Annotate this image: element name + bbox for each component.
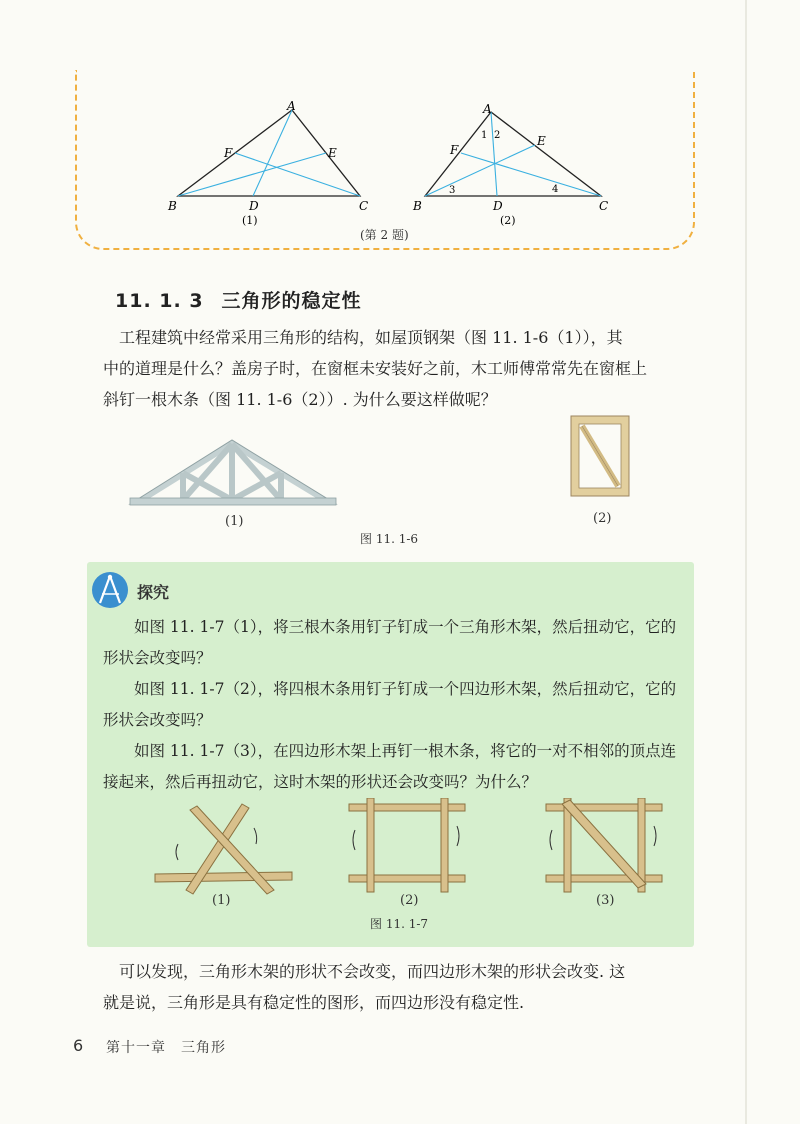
bisector-ad bbox=[491, 112, 497, 196]
wood-stick-left bbox=[367, 798, 374, 892]
label-d: D bbox=[493, 199, 503, 213]
label-e: E bbox=[328, 146, 337, 160]
wood-stick-right bbox=[441, 798, 448, 892]
explore-paragraph-2: 如图 11. 1-7（2），将四根木条用钉子钉成一个四边形木架，然后扭动它，它的形状会改变吗？ bbox=[103, 680, 677, 729]
conclusion-line-2: 就是说，三角形是具有稳定性的图形，而四边形没有稳定性. bbox=[103, 993, 525, 1012]
fig1-label: (1) bbox=[242, 214, 258, 227]
rotate-arrow-left bbox=[353, 830, 355, 850]
rotate-arrow-left bbox=[550, 830, 552, 850]
intro-line-1: 工程建筑中经常采用三角形的结构，如屋顶钢架（图 11. 1-6（1）），其 bbox=[119, 328, 623, 347]
triangle-wood-frame bbox=[150, 800, 300, 895]
section-title: 三角形的稳定性 bbox=[221, 290, 362, 312]
fig7-label-1: (1) bbox=[212, 893, 231, 908]
conclusion-line-1: 可以发现，三角形木架的形状不会改变，而四边形木架的形状会改变. 这 bbox=[119, 962, 626, 981]
intro-paragraph bbox=[103, 322, 703, 415]
fig6-label-1: (1) bbox=[225, 514, 244, 529]
label-f: F bbox=[450, 143, 459, 157]
wood-stick-base bbox=[155, 872, 292, 882]
roof-truss-figure bbox=[128, 436, 340, 512]
triangle-figure-1 bbox=[160, 100, 380, 230]
section-heading bbox=[115, 286, 362, 313]
window-frame-figure bbox=[569, 414, 633, 500]
intro-line-3: 斜钉一根木条（图 11. 1-6（2））. 为什么要这样做呢？ bbox=[103, 390, 497, 409]
label-e: E bbox=[537, 134, 546, 148]
braced-square-wood-frame bbox=[542, 798, 667, 894]
label-c: C bbox=[359, 199, 369, 213]
label-a: A bbox=[483, 102, 492, 116]
intro-line-2: 中的道理是什么？盖房子时，在窗框未安装好之前，木工师傅常常先在窗框上 bbox=[103, 359, 648, 378]
bisector-cf bbox=[461, 153, 601, 196]
explore-paragraph-1: 如图 11. 1-7（1），将三根木条用钉子钉成一个三角形木架，然后扭动它，它的形状会改变吗？ bbox=[103, 618, 677, 667]
square-wood-frame bbox=[345, 798, 470, 894]
explore-title: 探究 bbox=[137, 583, 170, 602]
fig6-label-2: (2) bbox=[593, 511, 612, 526]
triangle-figure-2 bbox=[405, 100, 630, 230]
truss-bottom-chord bbox=[130, 498, 336, 505]
median-be bbox=[178, 153, 326, 196]
fig7-label-3: (3) bbox=[596, 893, 615, 908]
label-b: B bbox=[413, 199, 422, 213]
fig7-label-2: (2) bbox=[400, 893, 419, 908]
label-b: B bbox=[168, 199, 177, 213]
section-number: 11. 1. 3 bbox=[115, 290, 204, 312]
fig6-caption: 图 11. 1-6 bbox=[360, 532, 419, 546]
page-edge bbox=[745, 0, 747, 1124]
angle-1-label: 1 bbox=[481, 130, 488, 141]
conclusion-paragraph bbox=[103, 956, 703, 1018]
angle-3-label: 3 bbox=[449, 185, 456, 196]
page-number: 6 bbox=[73, 1036, 84, 1055]
label-c: C bbox=[599, 199, 609, 213]
chapter-title: 第十一章 三角形 bbox=[106, 1040, 226, 1056]
median-ad bbox=[253, 110, 292, 196]
explore-paragraph-3: 如图 11. 1-7（3），在四边形木架上再钉一根木条，将它的一对不相邻的顶点连接起来，然后再扭动它，这时木架的形状还会改变吗？为什么？ bbox=[103, 742, 677, 791]
label-a: A bbox=[287, 100, 296, 113]
exercise-caption: (第 2 题) bbox=[360, 228, 409, 242]
fig2-label: (2) bbox=[500, 214, 516, 227]
rotate-arrow-left bbox=[176, 844, 178, 860]
label-f: F bbox=[224, 146, 233, 160]
rotate-arrow-right bbox=[457, 826, 459, 846]
compass-icon bbox=[90, 570, 130, 610]
angle-2-label: 2 bbox=[494, 130, 501, 141]
rotate-arrow-right bbox=[254, 828, 257, 844]
label-d: D bbox=[249, 199, 259, 213]
rotate-arrow-right bbox=[654, 826, 656, 846]
angle-4-label: 4 bbox=[552, 184, 559, 195]
explore-text bbox=[103, 612, 681, 798]
fig7-caption: 图 11. 1-7 bbox=[370, 917, 429, 931]
